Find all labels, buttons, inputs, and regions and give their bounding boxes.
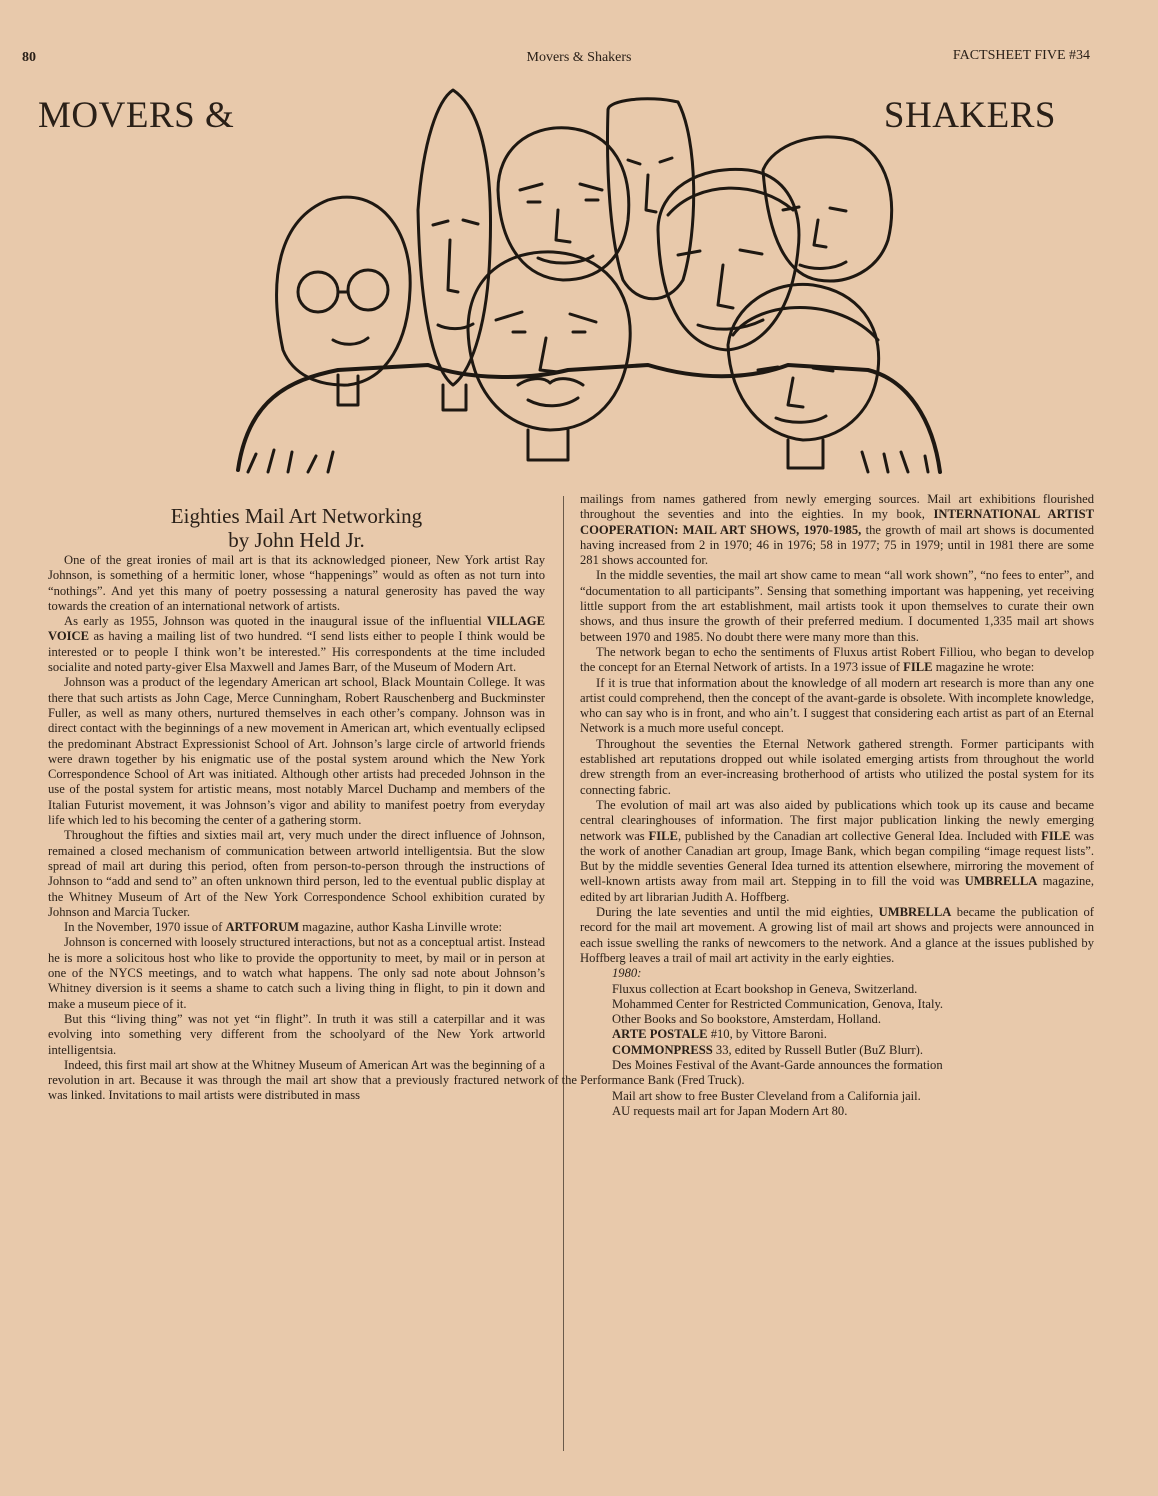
- running-title: Movers & Shakers: [526, 50, 632, 65]
- article-title: Eighties Mail Art Networking: [170, 504, 423, 528]
- block-quote: If it is true that information about the knowledge of all modern art research is more than any one artist could comprehend, then the concept of the avant-garde is obsolete. With incomplete knowledge, who can say who is in front, and who ain’t. I suggest that considering each artist as part of an Eternal Network is a much more useful concept.: [580, 675, 1094, 736]
- list-item: AU requests mail art for Japan Modern Art 80.: [612, 1103, 848, 1118]
- list-item: COMMONPRESS 33, edited by Russell Butler (BuZ Blurr).: [612, 1042, 923, 1057]
- paragraph: The network began to echo the sentiments of Fluxus artist Robert Filliou, who began to develop the concept for an Eternal Network of artists. In a 1973 issue of FILE magazine he wrote:: [580, 644, 1094, 675]
- block-quote: Johnson is concerned with loosely structured interactions, but not as a conceptual artist. Instead he is more a solicitous host who like to provide the opportunity to meet, by mail or in person at one of the NYCS meetings, and to watch what happens. The only sad note about Johnson’s Whitney diversion is it seems a shame to catch such a living thing in flight, to pin it down and make a museum piece of it.: [48, 935, 545, 1011]
- column-divider: [563, 496, 564, 1451]
- list-item: Fluxus collection at Ecart bookshop in Geneva, Switzerland.: [612, 981, 918, 996]
- paragraph: In the middle seventies, the mail art show came to mean “all work shown”, “no fees to enter”, and “documentation to all participants”. Sensing that something important was happening, yet receiving little support from the art establishment, mail artists took it upon themselves to curate their own shows, and thus insure the growth of their preferred medium. I documented 1,335 mail art shows between 1970 and 1985. No doubt there were many more than this.: [580, 568, 1094, 644]
- paragraph: In the November, 1970 issue of ARTFORUM magazine, author Kasha Linville wrote:: [64, 920, 502, 935]
- article-byline: by John Held Jr.: [228, 528, 365, 552]
- event-list-1980: [548, 966, 1094, 1119]
- paragraph: One of the great ironies of mail art is that its acknowledged pioneer, New York artist Ray Johnson, is something of a hermitic loner, whose “happenings” would as often as not turn into “nothings”. And yet this many of poetry possessing a natural generosity has paved the way towards the creation of an international network of artists.: [48, 553, 545, 613]
- banner-right: SHAKERS: [883, 95, 1056, 136]
- list-year: 1980:: [612, 966, 642, 981]
- issue-label: FACTSHEET FIVE #34: [952, 48, 1090, 63]
- paragraph: During the late seventies and until the mid eighties, UMBRELLA became the publication of record for the mail art movement. A growing list of mail art shows and projects were announced in each issue swelling the ranks of newcomers to the network. And a glance at the issues published by Hoffberg leaves a trail of mail art activity in the early eighties.: [580, 905, 1094, 965]
- banner-left: MOVERS &: [38, 95, 235, 136]
- list-item: Mohammed Center for Restricted Communication, Genova, Italy.: [612, 996, 944, 1011]
- paragraph: Indeed, this first mail art show at the Whitney Museum of American Art was the beginning of a revolution in art. Because it was through the mail art show that a previously fractured network was linked. Invitations to mail artists were distributed in mass: [48, 1057, 545, 1103]
- list-item: Other Books and So bookstore, Amsterdam, Holland.: [612, 1012, 881, 1027]
- paragraph: Johnson was a product of the legendary American art school, Black Mountain College. It was there that such artists as John Cage, Merce Cunningham, Robert Rauschenberg and Buckminster Fuller, as well as many others, nurtured themselves in each other’s company. Johnson was in direct contact with the beginnings of a new movement in American art, which eventually eclipsed the predominant Abstract Expressionist School of Art. Johnson’s large circle of artworld friends were drawn together by his enigmatic use of the postal system around which the New York Correspondence School of Art was initiated. Although other artists had preceded Johnson in the use of the postal system for artistic means, most notably Marcel Duchamp and members of the Italian Futurist movement, it was Johnson’s vigor and ability to manifest poetry from everyday life which led to his becoming the center of a gathering storm.: [48, 675, 545, 828]
- paragraph: As early as 1955, Johnson was quoted in the inaugural issue of the influential VILLAGE VOICE as having a mailing list of two hundred. “I send lists either to people I think would be interested or to people I think won’t be interested.” His correspondents at the time included socialite and noted party-giver Elsa Maxwell and James Barr, of the Museum of Modern Art.: [48, 614, 545, 675]
- paragraph: But this “living thing” was not yet “in flight”. In truth it was still a caterpillar and it was evolving into something very different from the schoolyard of the New York artworld intelligentsia.: [48, 1011, 545, 1057]
- list-item: Mail art show to free Buster Cleveland from a California jail.: [612, 1088, 921, 1103]
- group-portrait-illustration: [228, 80, 944, 478]
- list-item: Des Moines Festival of the Avant-Garde announces the formation of the Performance Bank (Fred Truck).: [548, 1057, 943, 1088]
- right-column: [548, 492, 1095, 1119]
- paragraph: Throughout the fifties and sixties mail art, very much under the direct influence of Johnson, remained a closed mechanism of communication between artworld intelligentsia. But the slow spread of mail art during this period, often from person-to-person through the instructions of Johnson to “add and send to” an often unknown third person, led to the eventual public display at the Whitney Museum of Art of the New York Correspondence School exhibition curated by Johnson and Marcia Tucker.: [48, 828, 545, 919]
- paragraph: mailings from names gathered from newly emerging sources. Mail art exhibitions flourished throughout the seventies and into the eighties. In my book, INTERNATIONAL ARTIST COOPERATION: MAIL ART SHOWS, 1970-1985, the growth of mail art shows is documented having increased from 2 in 1970; 46 in 1976; 58 in 1977; 75 in 1979; until in 1981 there are some 281 shows accounted for.: [580, 492, 1095, 568]
- paragraph: Throughout the seventies the Eternal Network gathered strength. Former participants with established art reputations dropped out while isolated emerging artists from throughout the world drew strength from an ever-increasing brotherhood of artists who utilized the postal system for its connecting fabric.: [580, 736, 1094, 797]
- paragraph: The evolution of mail art was also aided by publications which took up its cause and became central clearinghouses of information. The first major publication linking the newly emerging network was FILE, published by the Canadian art collective General Idea. Included with FILE was the work of another Canadian art group, Image Bank, which began compiling “image request lists”. But by the middle seventies General Idea turned its attention elsewhere, mirroring the movement of well-known artists away from mail art. Stepping in to fill the void was UMBRELLA magazine, edited by art librarian Judith A. Hoffberg.: [580, 797, 1095, 904]
- list-item: ARTE POSTALE #10, by Vittore Baroni.: [612, 1027, 827, 1042]
- page-number: 80: [22, 50, 36, 65]
- left-column: [48, 498, 545, 1104]
- page-header: [0, 46, 1158, 70]
